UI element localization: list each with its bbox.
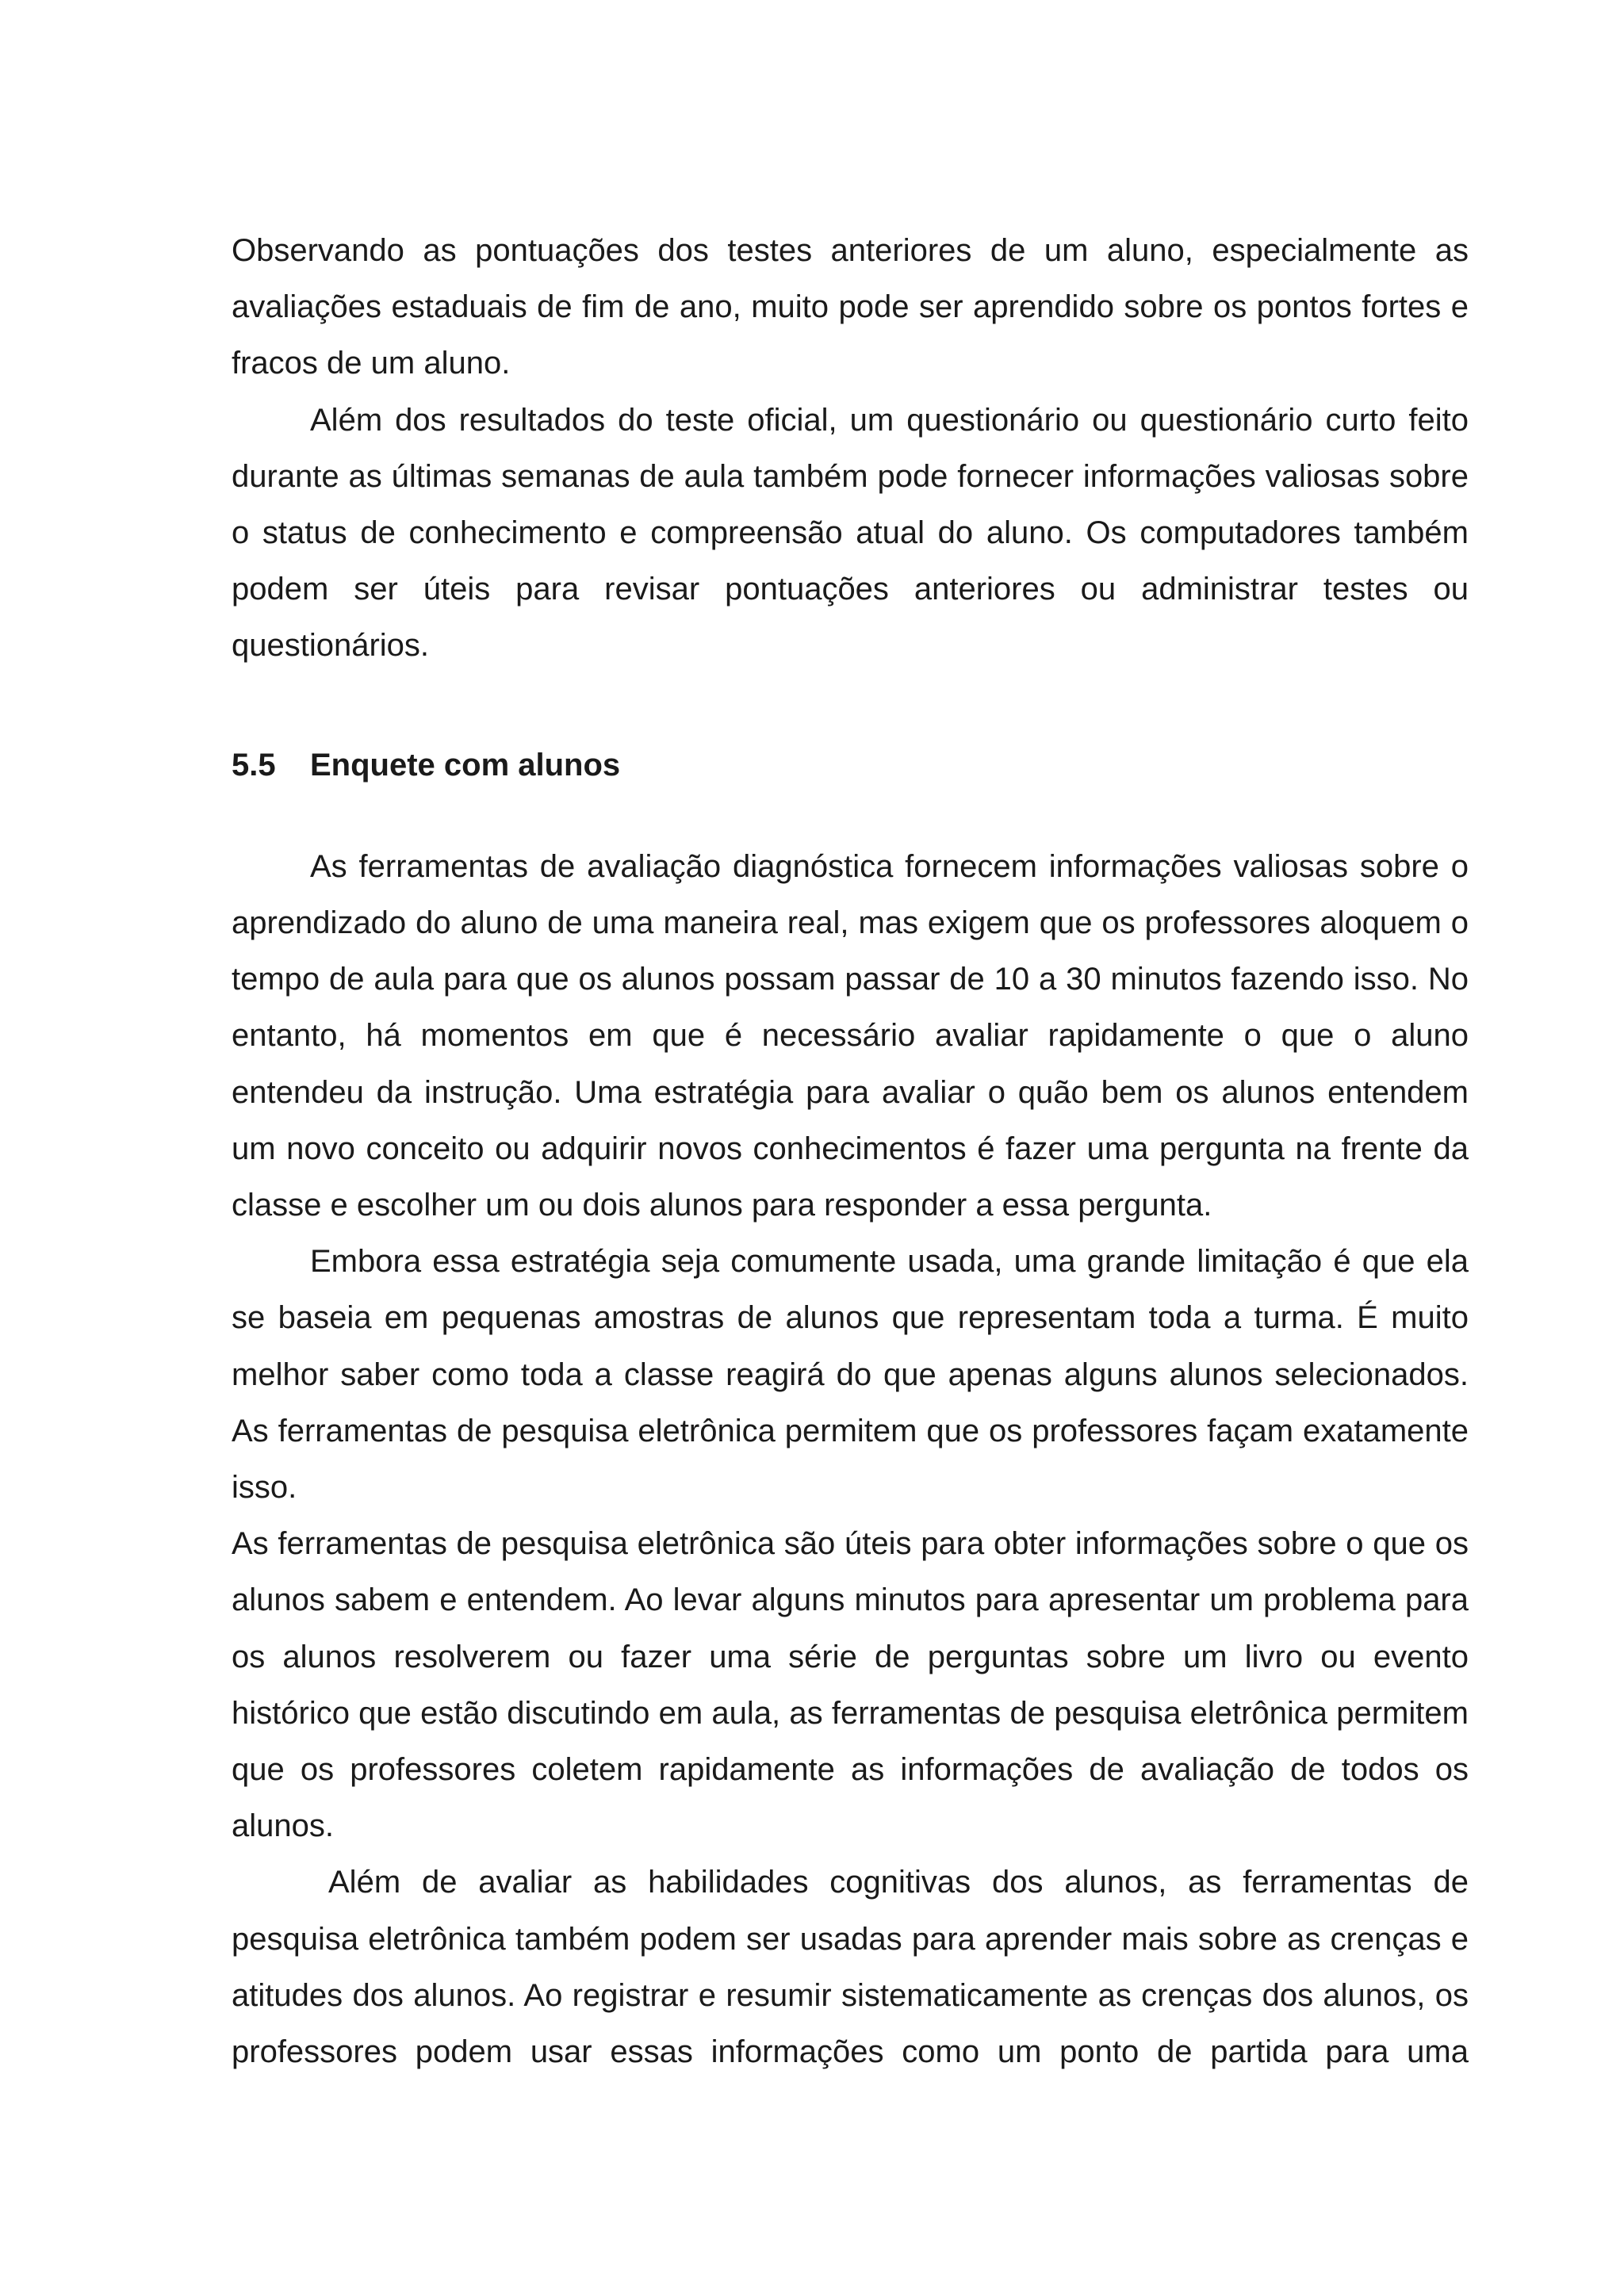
section-number: 5.5: [232, 747, 276, 783]
section-heading: [232, 737, 1469, 794]
paragraph: Além dos resultados do teste oficial, um questionário ou questionário curto feito durante as últimas semanas de aula também pode fornecer informações valiosas sobre o status de conhecimento e compreensão atual do aluno. Os computadores também podem ser úteis para revisar pontuações anteriores ou administrar testes ou questionários.: [232, 402, 1469, 664]
document-body: [232, 223, 1469, 2080]
paragraph: As ferramentas de pesquisa eletrônica são úteis para obter informações sobre o que os alunos sabem e entendem. Ao levar alguns minutos para apresentar um problema para os alunos resolverem ou fazer uma série de perguntas sobre um livro ou evento histórico que estão discutindo em aula, as ferramentas de pesquisa eletrônica permitem que os professores coletem rapidamente as informações de avaliação de todos os alunos.: [232, 1526, 1469, 1844]
paragraph: As ferramentas de avaliação diagnóstica fornecem informações valiosas sobre o aprendizado do aluno de uma maneira real, mas exigem que os professores aloquem o tempo de aula para que os alunos possam passar de 10 a 30 minutos fazendo isso. No entanto, há momentos em que é necessário avaliar rapidamente o que o aluno entendeu da instrução. Uma estratégia para avaliar o quão bem os alunos entendem um novo conceito ou adquirir novos conhecimentos é fazer uma pergunta na frente da classe e escolher um ou dois alunos para responder a essa pergunta.: [232, 848, 1469, 1223]
paragraph: Observando as pontuações dos testes anteriores de um aluno, especialmente as avaliações estaduais de fim de ano, muito pode ser aprendido sobre os pontos fortes e fracos de um aluno.: [232, 233, 1469, 381]
section-title: Enquete com alunos: [310, 747, 621, 783]
paragraph: Embora essa estratégia seja comumente usada, uma grande limitação é que ela se baseia em pequenas amostras de alunos que representam toda a turma. É muito melhor saber como toda a classe reagirá do que apenas alguns alunos selecionados. As ferramentas de pesquisa eletrônica permitem que os professores façam exatamente isso.: [232, 1244, 1469, 1506]
paragraph: Além de avaliar as habilidades cognitivas dos alunos, as ferramentas de pesquisa eletrônica também podem ser usadas para aprender mais sobre as crenças e atitudes dos alunos. Ao registrar e resumir sistematicamente as crenças dos alunos, os professores podem usar essas informações como um ponto de partida para uma: [232, 1865, 1469, 2070]
